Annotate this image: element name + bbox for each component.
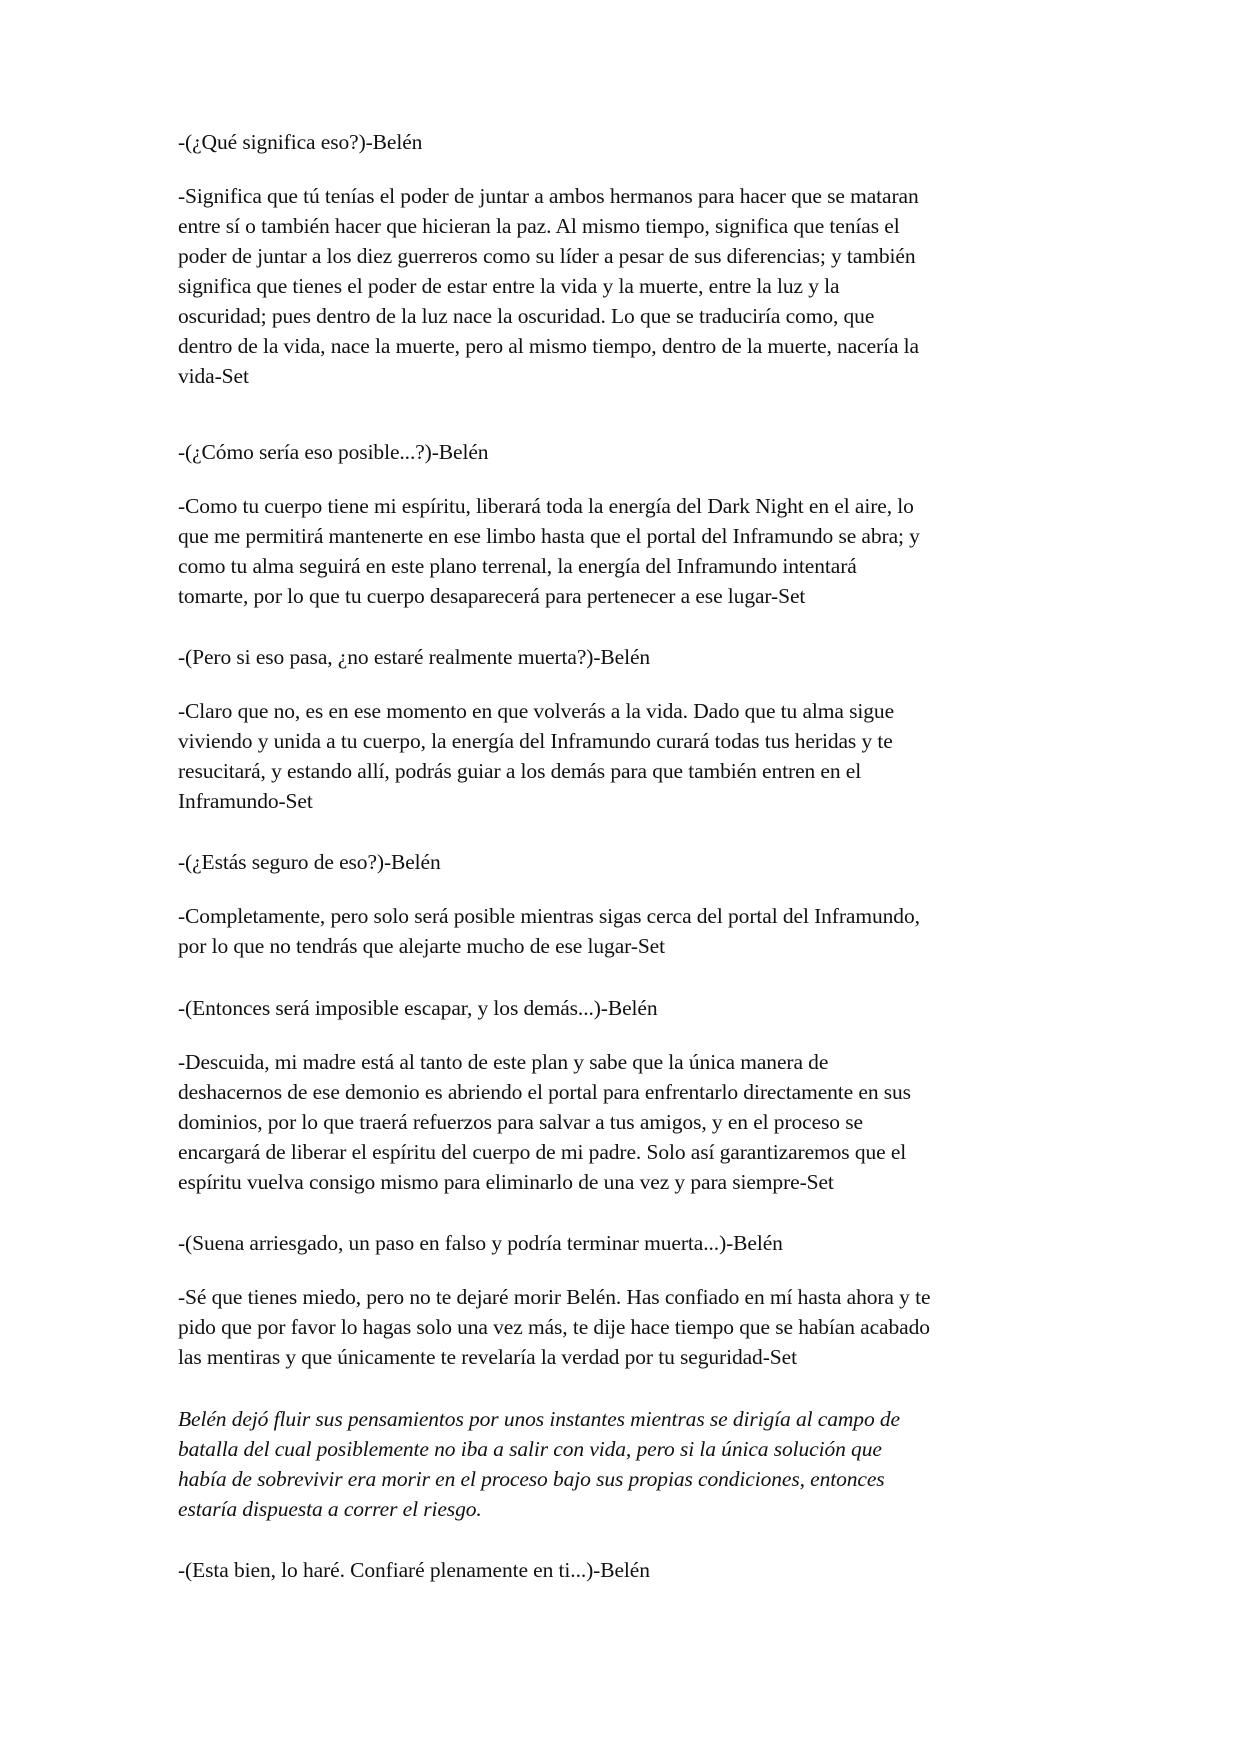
text-line: las mentiras y que únicamente te revelaría la verdad por tu seguridad-Set [178, 1345, 797, 1369]
dialogue-paragraph [178, 181, 1078, 391]
dialogue-paragraph [178, 1047, 1078, 1197]
dialogue-paragraph [178, 696, 1078, 816]
text-line: deshacernos de ese demonio es abriendo el portal para enfrentarlo directamente en sus [178, 1080, 911, 1104]
text-line: había de sobrevivir era morir en el proceso bajo sus propias condiciones, entonces [178, 1467, 885, 1491]
text-line: oscuridad; pues dentro de la luz nace la oscuridad. Lo que se traduciría como, que [178, 304, 875, 328]
dialogue-paragraph [178, 127, 1078, 157]
text-line: -Claro que no, es en ese momento en que volverás a la vida. Dado que tu alma sigue [178, 699, 895, 723]
text-line: -(Suena arriesgado, un paso en falso y podría terminar muerta...)-Belén [178, 1231, 783, 1255]
text-line: como tu alma seguirá en este plano terrenal, la energía del Inframundo intentará [178, 554, 857, 578]
text-line: resucitará, y estando allí, podrás guiar a los demás para que también entren en el [178, 759, 862, 783]
dialogue-paragraph [178, 491, 1078, 611]
text-line: dominios, por lo que traerá refuerzos para salvar a tus amigos, y en el proceso se [178, 1110, 863, 1134]
dialogue-paragraph [178, 437, 1078, 467]
narration-paragraph [178, 1404, 1078, 1524]
text-line: viviendo y unida a tu cuerpo, la energía del Inframundo curará todas tus heridas y te [178, 729, 893, 753]
dialogue-paragraph [178, 1555, 1078, 1585]
text-line: encargará de liberar el espíritu del cuerpo de mi padre. Solo así garantizaremos que el [178, 1140, 907, 1164]
dialogue-paragraph [178, 642, 1078, 672]
text-line: -(Esta bien, lo haré. Confiaré plenamente en ti...)-Belén [178, 1558, 650, 1582]
text-line: -Significa que tú tenías el poder de juntar a ambos hermanos para hacer que se mataran [178, 184, 919, 208]
text-line: estaría dispuesta a correr el riesgo. [178, 1497, 482, 1521]
text-line: por lo que no tendrás que alejarte mucho de ese lugar-Set [178, 934, 665, 958]
text-line: que me permitirá mantenerte en ese limbo hasta que el portal del Inframundo se abra; y [178, 524, 920, 548]
text-line: entre sí o también hacer que hicieran la paz. Al mismo tiempo, significa que tenías el [178, 214, 900, 238]
text-line: -(¿Qué significa eso?)-Belén [178, 130, 423, 154]
dialogue-paragraph [178, 901, 1078, 961]
text-line: -Sé que tienes miedo, pero no te dejaré morir Belén. Has confiado en mí hasta ahora y te [178, 1285, 931, 1309]
text-line: -Descuida, mi madre está al tanto de este plan y sabe que la única manera de [178, 1050, 829, 1074]
text-line: -(Pero si eso pasa, ¿no estaré realmente muerta?)-Belén [178, 645, 651, 669]
text-line: significa que tienes el poder de estar entre la vida y la muerte, entre la luz y la [178, 274, 840, 298]
text-line: -Como tu cuerpo tiene mi espíritu, liberará toda la energía del Dark Night en el aire, lo [178, 494, 914, 518]
text-line: dentro de la vida, nace la muerte, pero al mismo tiempo, dentro de la muerte, nacería la [178, 334, 920, 358]
text-line: vida-Set [178, 364, 249, 388]
text-line: espíritu vuelva consigo mismo para eliminarlo de una vez y para siempre-Set [178, 1170, 834, 1194]
text-line: Inframundo-Set [178, 789, 313, 813]
text-line: batalla del cual posiblemente no iba a salir con vida, pero si la única solución que [178, 1437, 882, 1461]
dialogue-paragraph [178, 1228, 1078, 1258]
text-line: -(Entonces será imposible escapar, y los demás...)-Belén [178, 996, 658, 1020]
dialogue-paragraph [178, 847, 1078, 877]
text-line: pido que por favor lo hagas solo una vez más, te dije hace tiempo que se habían acabado [178, 1315, 930, 1339]
text-line: -Completamente, pero solo será posible mientras sigas cerca del portal del Inframundo, [178, 904, 920, 928]
dialogue-paragraph [178, 1282, 1078, 1372]
text-line: poder de juntar a los diez guerreros como su líder a pesar de sus diferencias; y también [178, 244, 916, 268]
text-line: Belén dejó fluir sus pensamientos por unos instantes mientras se dirigía al campo de [178, 1407, 900, 1431]
text-line: -(¿Estás seguro de eso?)-Belén [178, 850, 441, 874]
dialogue-paragraph [178, 993, 1078, 1023]
text-line: -(¿Cómo sería eso posible...?)-Belén [178, 440, 489, 464]
text-line: tomarte, por lo que tu cuerpo desaparecerá para pertenecer a ese lugar-Set [178, 584, 806, 608]
